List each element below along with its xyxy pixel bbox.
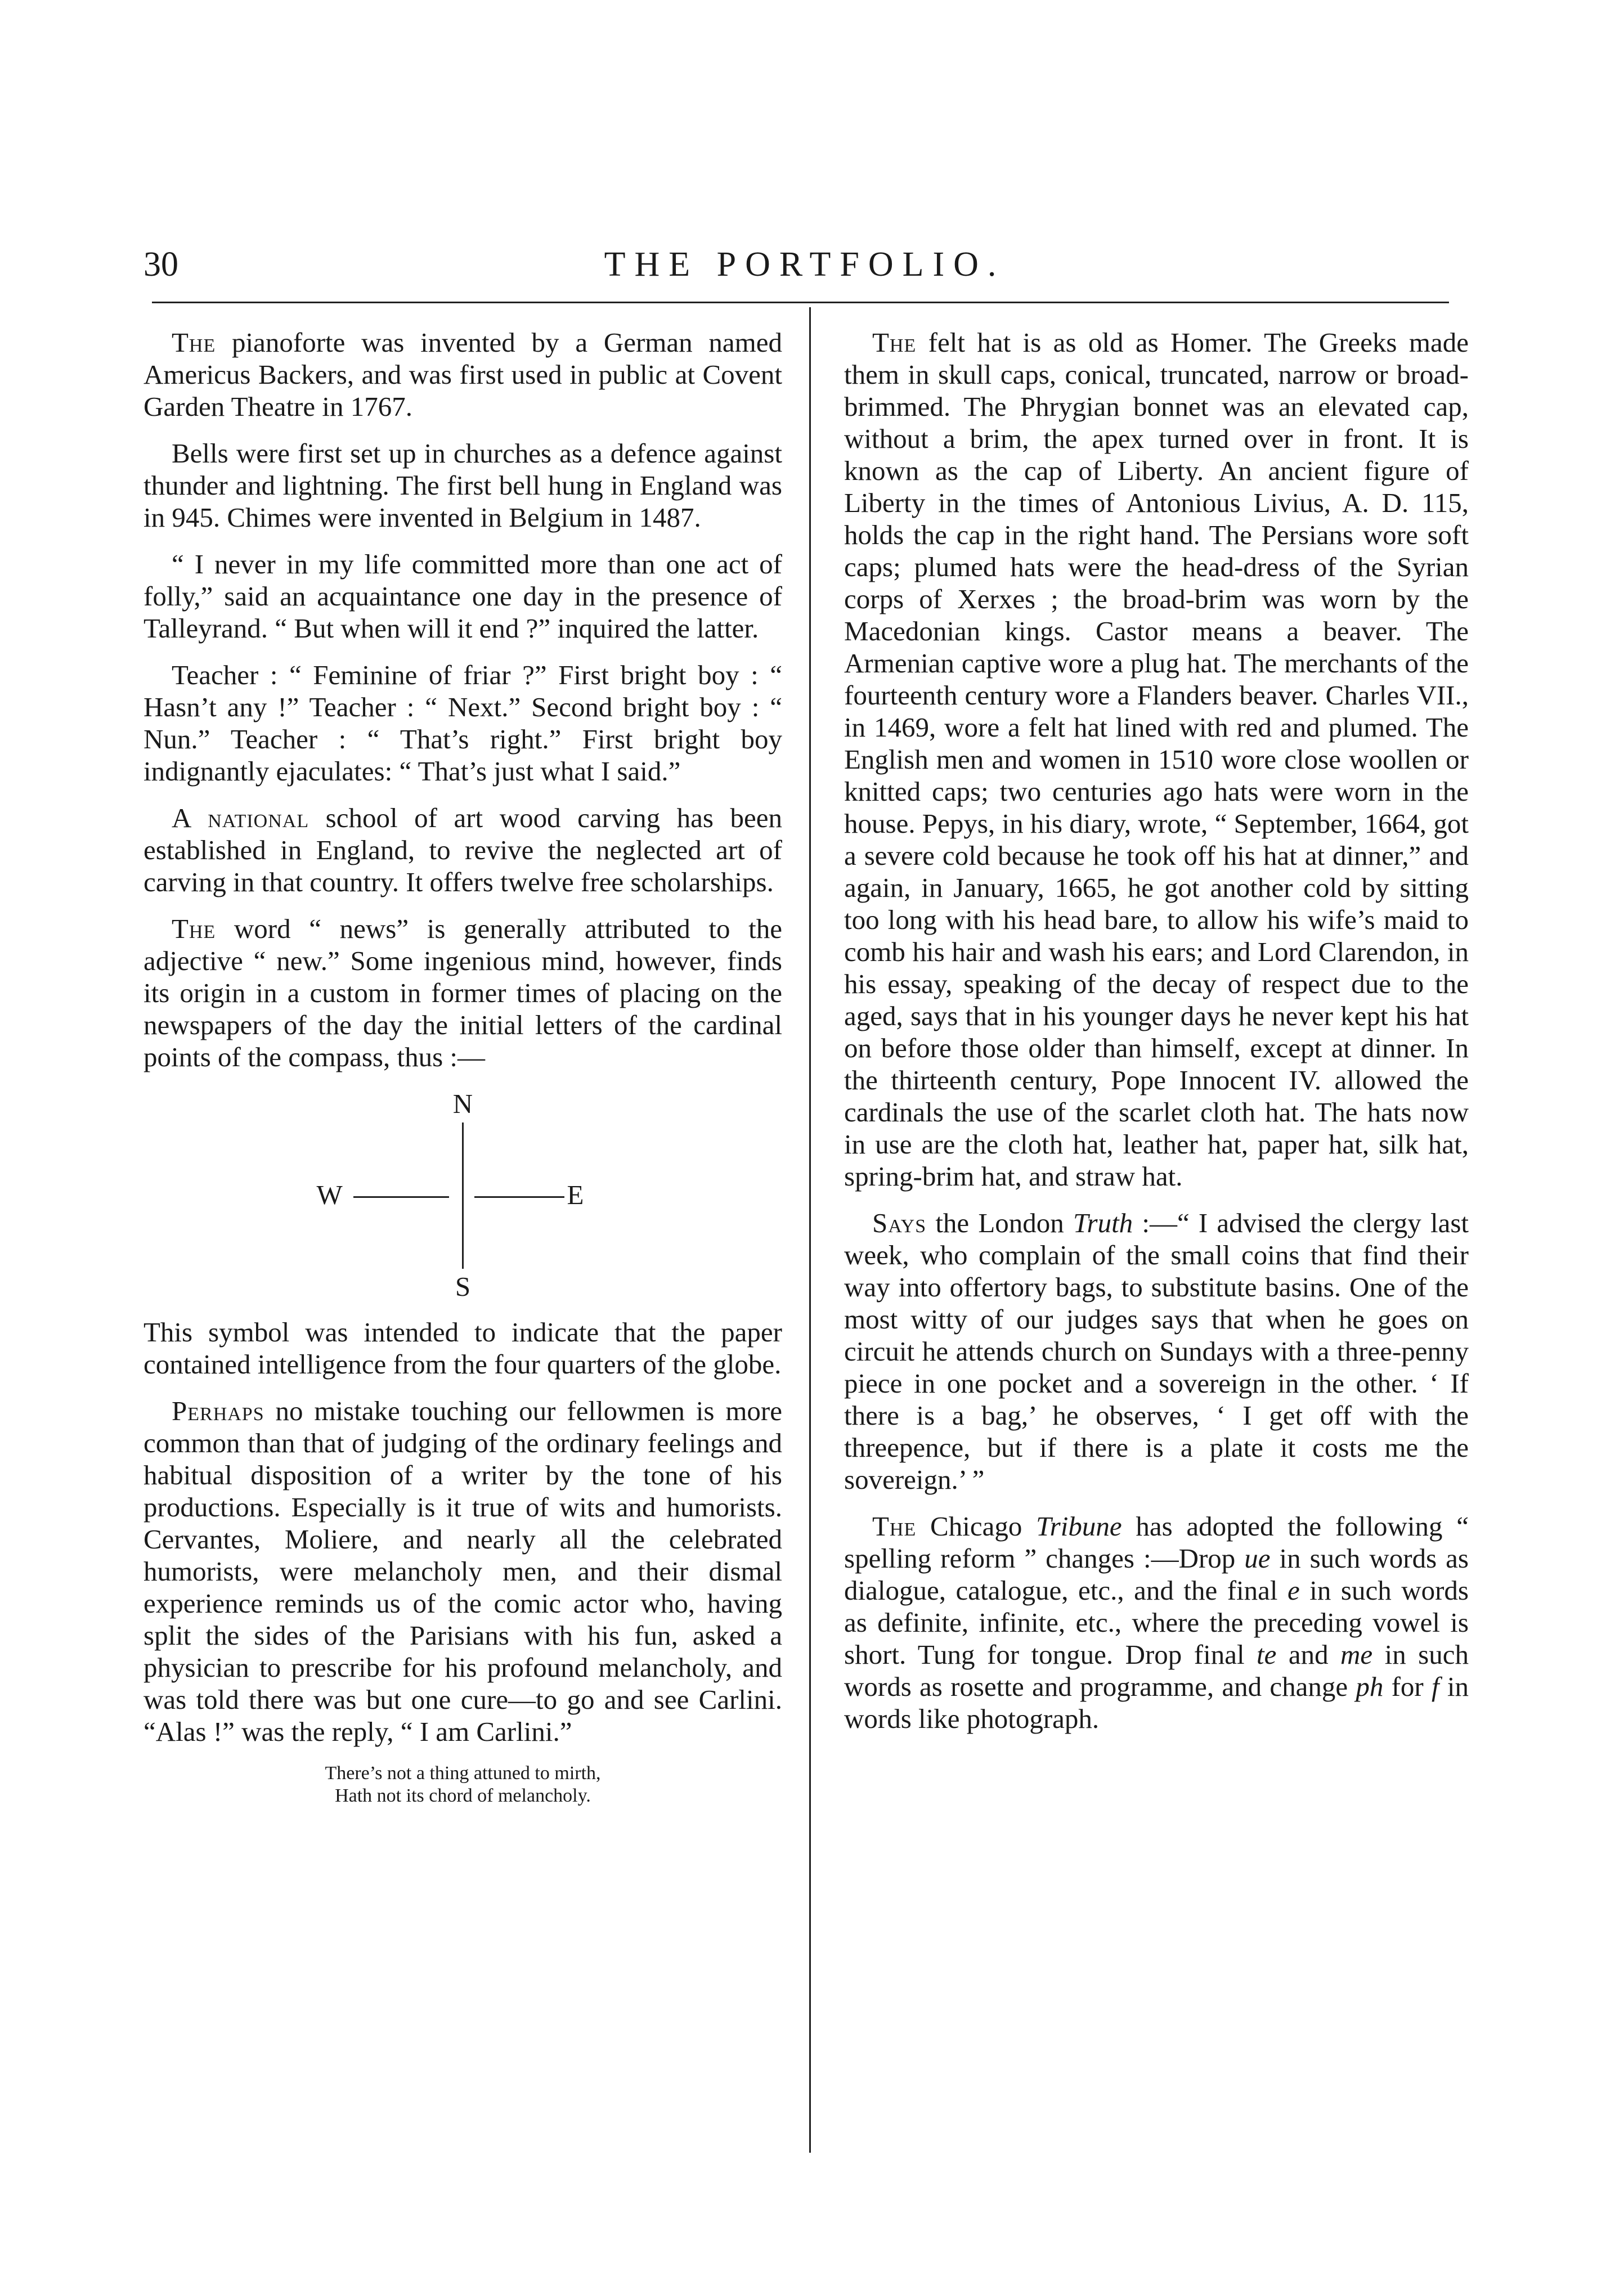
paragraph-humorists: Perhaps no mistake touching our fellowmen is more common than that of judging of the ordinary feelings and habitual disposition of a writer by the tone of his productions. Especially is it true of wits and humorists. Cervantes, Moliere, and nearly all the celebrated humorists, were melancholy men, and their dismal experience reminds us of the comic actor who, having split the sides of the Parisians with his fun, asked a physician to prescribe for his profound melancholy, and was told there was but one cure—to go and see Carlini. “Alas !” was the reply, “ I am Carlini.” [143,1395,782,1747]
paragraph-talleyrand: “ I never in my life committed more than one act of folly,” said an acquaintance one day in the presence of Talleyrand. “ But when will it end ?” inquired the latter. [143,549,782,644]
compass-east-line [474,1196,564,1198]
compass-symbol [294,1088,632,1307]
page-header [143,239,1466,290]
verse-line-1: There’s not a thing attuned to mirth, [325,1763,601,1784]
paragraph-felt-hat: The felt hat is as old as Homer. The Greeks made them in skull caps, conical, truncated, narrow or broad-brimmed. The Phrygian bonnet was an elevated cap, without a brim, the apex turned over in front. It is known as the cap of Liberty. An ancient figure of Liberty in the times of Antonious Livius, A. D. 115, holds the cap in the right hand. The Persians wore soft caps; plumed hats were the head-dress of the Syrian corps of Xerxes ; the broad-brim was worn by the Macedonian kings. Castor means a beaver. The Armenian captive wore a plug hat. The merchants of the fourteenth century wore a Flanders beaver. Charles VII., in 1469, wore a felt hat lined with red and plumed. The English men and women in 1510 wore close woollen or knitted caps; two centuries ago hats were worn in the house. Pepys, in his diary, wrote, “ September, 1664, got a severe cold because he took off his hat at dinner,” and again, in January, 1665, he got another cold by sitting too long with his head bare, to allow his wife’s maid to comb his hair and wash his ears; and Lord Clarendon, in his essay, speaking of the decay of respect due to the aged, says that in his younger days he never kept his hat on before those older than himself, except at dinner. In the thirteenth century, Pope Innocent IV. allowed the cardinals the use of the scarlet cloth hat. The hats now in use are the cloth hat, leather hat, paper hat, silk hat, spring-brim hat, and straw hat. [844,327,1469,1192]
right-column [844,326,1469,1749]
paragraph-news: The word “ news” is generally attributed to the adjective “ new.” Some ingenious mind, however, finds its origin in a custom in former times of placing on the newspapers of the day the initial letters of the cardinal points of the compass, thus :— [143,913,782,1072]
paragraph-symbol: This symbol was intended to indicate that the paper contained intelligence from the four quarters of the globe. [143,1317,782,1380]
compass-west-line [353,1196,449,1198]
paragraph-wood-carving: A national school of art wood carving has been established in England, to revive the neglected art of carving in that country. It offers twelve free scholarships. [143,802,782,897]
paragraph-spelling-reform: The Chicago Tribune has adopted the following “ spelling reform ” changes :—Drop ue in such words as dialogue, catalogue, etc., and the final e in such words as definite, infinite, etc., where the preceding vowel is short. Tung for tongue. Drop final te and me in such words as rosette and programme, and change ph for f in words like photograph. [844,1511,1469,1734]
left-column [143,326,782,1807]
compass-west: W [316,1179,343,1210]
verse-quote [143,1762,782,1807]
compass-north: N [452,1088,473,1119]
compass-vertical-line [462,1122,464,1269]
paragraph-pianoforte: The pianoforte was invented by a German named Americus Backers, and was first used in public at Covent Garden Theatre in 1767. [143,327,782,422]
paragraph-london-truth: Says the London Truth :—“ I advised the clergy last week, who complain of the small coins that find their way into offertory bags, to substitute basins. One of the most witty of our judges says that when he goes on circuit he attends church on Sundays with a three-penny piece in one pocket and a sovereign in the other. ‘ If there is a bag,’ he observes, ‘ I get off with the threepence, but if there is a plate it costs me the sovereign.’ ” [844,1207,1469,1495]
page-number: 30 [143,245,178,284]
running-title: THE PORTFOLIO. [604,245,1006,284]
column-divider [809,307,811,2153]
compass-south: S [455,1271,471,1302]
verse-line-2: Hath not its chord of melancholy. [335,1785,591,1806]
header-rule [152,302,1449,303]
paragraph-teacher: Teacher : “ Feminine of friar ?” First bright boy : “ Hasn’t any !” Teacher : “ Next.” Second bright boy : “ Nun.” Teacher : “ That’s right.” First bright boy indignantly ejaculates: “ That’s just what I said.” [143,659,782,787]
compass-east: E [567,1179,584,1210]
paragraph-bells: Bells were first set up in churches as a defence against thunder and lightning. The first bell hung in England was in 945. Chimes were invented in Belgium in 1487. [143,438,782,533]
